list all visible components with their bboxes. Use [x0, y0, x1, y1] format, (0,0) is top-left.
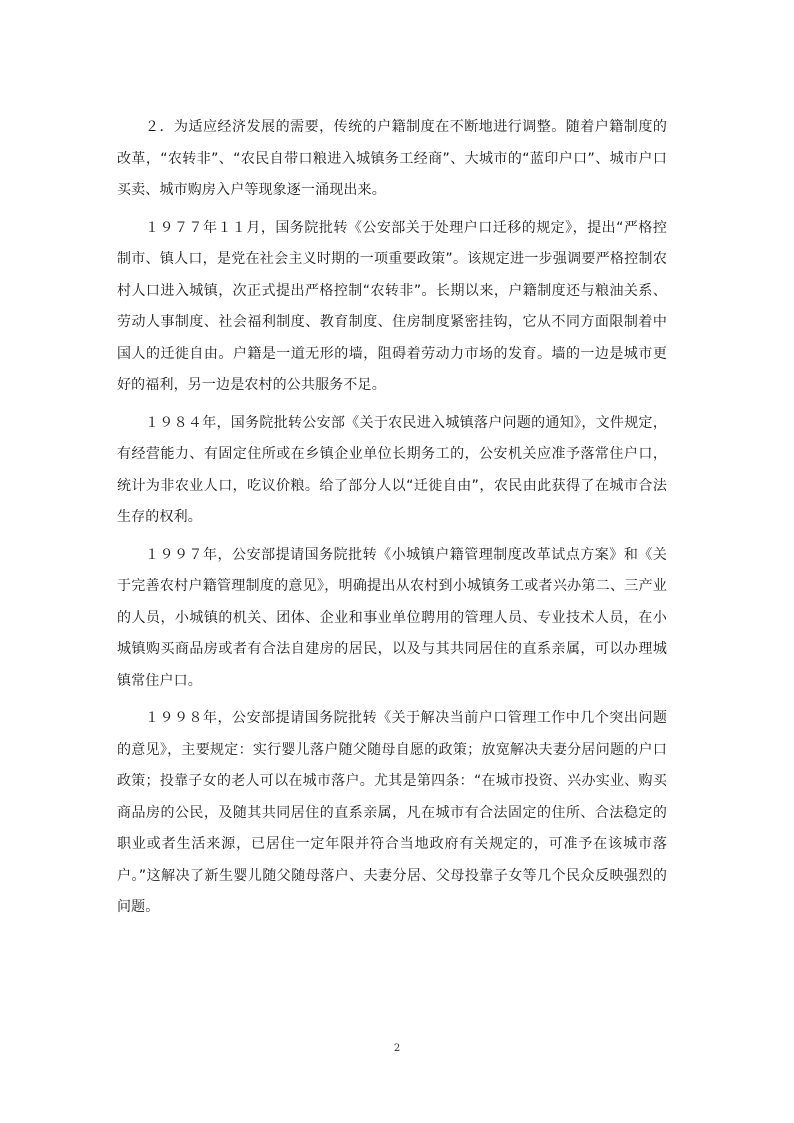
page-number: 2	[393, 1043, 401, 1054]
paragraph-1998: １９９８年，公安部提请国务院批转《关于解决当前户口管理工作中几个突出问题的意见》，主要规定：实行婴儿落户随父随母自愿的政策；放宽解决夫妻分居问题的户口政策；投靠子女的老人可以在城市落户。尤其是第四条：“在城市投资、兴办实业、购买商品房的公民，及随其共同居住的直系亲属，凡在城市有合法固定的住所、合法稳定的职业或者生活来源，已居住一定年限并符合当地政府有关规定的，可准予在该城市落户。”这解决了新生婴儿随父随母落户、夫妻分居、父母投靠子女等几个民众反映强烈的问题。	[117, 710, 667, 915]
paragraph-1984: １９８４年，国务院批转公安部《关于农民进入城镇落户问题的通知》，文件规定，有经营能力、有固定住所或在乡镇企业单位长期务工的，公安机关应准予落常住户口，统计为非农业人口，吃议价粮。给了部分人以“迁徙自由”，农民由此获得了在城市合法生存的权利。	[117, 414, 667, 525]
paragraph-household-registration-reform: ２．为适应经济发展的需要，传统的户籍制度在不断地进行调整。随着户籍制度的改革，“农转非”、“农民自带口粮进入城镇务工经商”、大城市的“蓝印户口”、城市户口买卖、城市购房入户等现象逐一涌现出来。	[117, 119, 667, 198]
paragraph-1997: １９９７年，公安部提请国务院批转《小城镇户籍管理制度改革试点方案》和《关于完善农村户籍管理制度的意见》，明确提出从农村到小城镇务工或者兴办第二、三产业的人员，小城镇的机关、团体、企业和事业单位聘用的管理人员、专业技术人员，在小城镇购买商品房或者有合法自建房的居民，以及与其共同居住的直系亲属，可以办理城镇常住户口。	[117, 546, 667, 689]
document-body	[117, 112, 667, 930]
paragraph-1977: １９７７年１１月，国务院批转《公安部关于处理户口迁移的规定》，提出“严格控制市、镇人口，是党在社会主义时期的一项重要政策”。该规定进一步强调要严格控制农村人口进入城镇，次正式提出严格控制“农转非”。长期以来，户籍制度还与粮油关系、劳动人事制度、社会福利制度、教育制度、住房制度紧密挂钩，它从不同方面限制着中国人的迁徙自由。户籍是一道无形的墙，阻碍着劳动力市场的发育。墙的一边是城市更好的福利，另一边是农村的公共服务不足。	[117, 219, 667, 393]
